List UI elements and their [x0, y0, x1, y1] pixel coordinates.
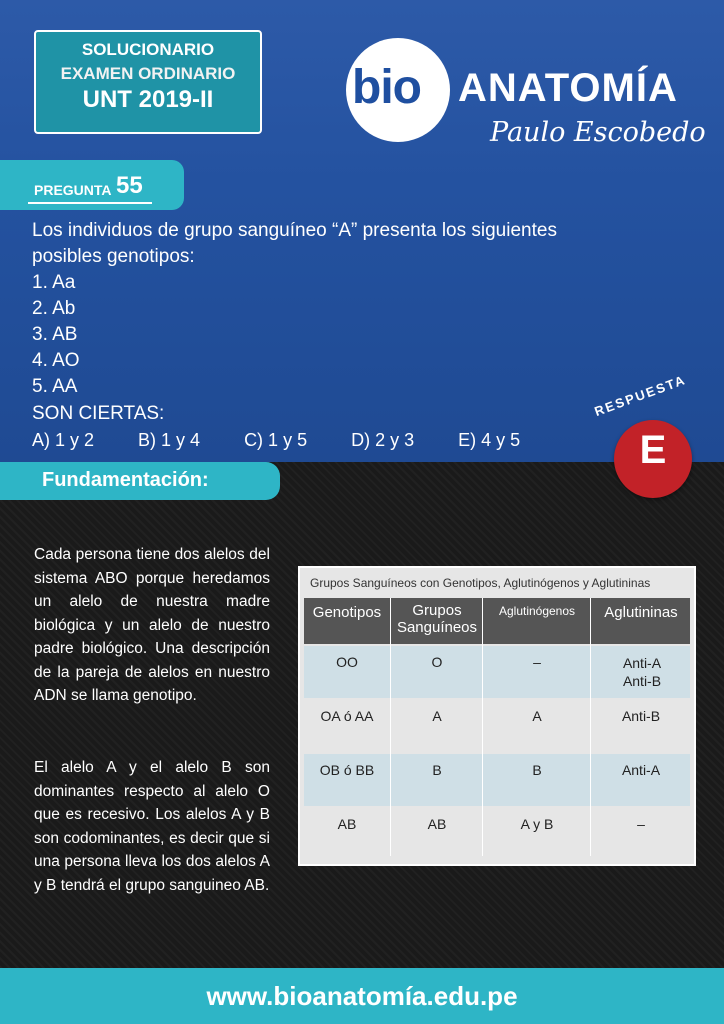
cell-aglutinogeno: B — [532, 762, 542, 778]
cell-grupo: A — [432, 708, 442, 724]
title-line-3: UNT 2019-II — [82, 86, 214, 113]
table-divider — [590, 598, 591, 856]
question-text-line-2: posibles genotipos: — [32, 246, 195, 267]
cell-grupo: AB — [427, 816, 447, 832]
option-2: 2. Ab — [32, 298, 76, 319]
question-label-box — [28, 168, 152, 204]
header-grupos: Grupos Sanguíneos — [396, 602, 478, 636]
table-divider — [390, 598, 391, 856]
option-5: 5. AA — [32, 376, 78, 397]
cell-grupo: B — [432, 762, 442, 778]
header-aglutinogenos: Aglutinógenos — [498, 604, 576, 618]
table-title: Grupos Sanguíneos con Genotipos, Aglutinógenos y Aglutininas — [310, 576, 651, 590]
cell-aglutinina: Anti-B — [621, 708, 661, 724]
explanation-paragraph-1: Cada persona tiene dos alelos del sistema ABO porque heredamos un alelo de nuestra madre biológica y un alelo de nuestro padre biológico. Una descripción de la pareja de alelos en nuestro ADN se llama genotipo. — [34, 546, 270, 704]
header-genotipos: Genotipos — [312, 604, 382, 621]
footer-url[interactable]: www.bioanatomía.edu.pe — [0, 968, 724, 1024]
cell-grupo: O — [431, 654, 443, 670]
title-line-2: EXAMEN ORDINARIO — [60, 64, 236, 83]
question-number: 55 — [116, 172, 143, 199]
cell-genotipo: AB — [337, 816, 357, 832]
answer-e: E) 4 y 5 — [458, 430, 521, 450]
cell-genotipo: OO — [336, 654, 358, 670]
explanation-paragraph-2: El alelo A y el alelo B son dominantes respecto al alelo O que es recesivo. Los alelos A y B son codominantes, es decir que si una persona lleva los dos alelos A y B tendrá el grupo sanguineo AB. — [34, 759, 270, 894]
cell-genotipo: OB ó BB — [319, 762, 375, 778]
response-label: RESPUESTA — [592, 371, 689, 420]
logo-bio-text: bio — [352, 61, 421, 114]
option-3: 3. AB — [32, 324, 78, 345]
question-text-line-1: Los individuos de grupo sanguíneo “A” presenta los siguientes — [32, 220, 557, 241]
cell-aglutinogeno: A — [532, 708, 542, 724]
blood-group-table — [298, 566, 696, 866]
cell-aglutinogeno: A y B — [520, 816, 554, 832]
cell-aglutinina: Anti-A Anti-B — [622, 655, 662, 689]
answer-a: A) 1 y 2 — [32, 430, 95, 450]
fundamentacion-heading: Fundamentación: — [42, 469, 209, 491]
cell-genotipo: OA ó AA — [320, 708, 374, 724]
cell-aglutinina: – — [637, 816, 645, 832]
table-divider — [482, 598, 483, 856]
answer-choices — [32, 430, 520, 451]
option-1: 1. Aa — [32, 272, 76, 293]
logo-author: Paulo Escobedo — [490, 117, 706, 148]
cell-aglutinogeno: – — [533, 654, 541, 670]
header-aglutininas: Aglutininas — [604, 604, 678, 621]
question-prompt: SON CIERTAS: — [32, 403, 165, 424]
option-4: 4. AO — [32, 350, 80, 371]
answer-d: D) 2 y 3 — [351, 430, 415, 450]
exam-title-box — [34, 30, 262, 134]
answer-b: B) 1 y 4 — [138, 430, 201, 450]
response-letter: E — [639, 428, 667, 472]
logo-anatomia-text: ANATOMÍA — [458, 66, 678, 110]
cell-aglutinina: Anti-A — [621, 762, 661, 778]
question-label: PREGUNTA — [34, 182, 112, 198]
answer-c: C) 1 y 5 — [244, 430, 308, 450]
title-line-1: SOLUCIONARIO — [81, 40, 215, 59]
